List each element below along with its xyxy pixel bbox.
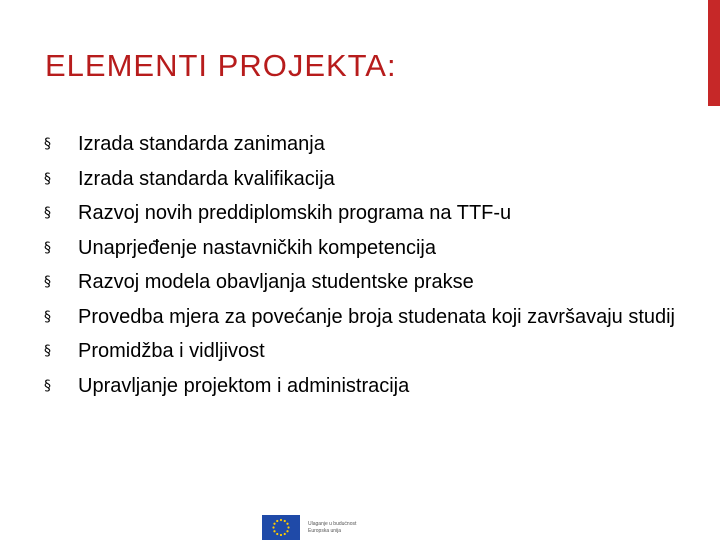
bullet-icon: § — [44, 239, 51, 256]
bullet-text: Upravljanje projektom i administracija — [78, 374, 410, 397]
bullet-icon: § — [44, 377, 51, 394]
eu-caption-line: Ulaganje u budućnost — [308, 520, 357, 527]
bullet-text: Izrada standarda kvalifikacija — [78, 167, 335, 190]
bullet-text: Razvoj modela obavljanja studentske prakse — [78, 271, 474, 293]
bullet-list — [44, 134, 684, 410]
bullet-icon: § — [44, 308, 51, 325]
bullet-text: Razvoj novih preddiplomskih programa na TTF-u — [78, 202, 512, 224]
eu-star — [280, 519, 282, 521]
bullet-text: Unaprjeđenje nastavničkih kompetencija — [78, 236, 436, 259]
eu-star — [273, 523, 275, 525]
eu-caption-line: Europska unija — [308, 527, 342, 534]
list-item — [44, 341, 684, 362]
list-item — [44, 169, 684, 190]
list-item — [44, 307, 684, 328]
list-item — [44, 134, 684, 155]
eu-star — [276, 533, 278, 535]
bullet-icon: § — [44, 343, 51, 359]
eu-flag-icon — [262, 515, 300, 540]
list-item — [44, 203, 684, 224]
bullet-icon: § — [44, 170, 51, 187]
bullet-text: Provedba mjera za povećanje broja studenata koji završavaju studij — [78, 305, 676, 328]
list-item — [44, 238, 684, 259]
eu-logo — [262, 515, 356, 540]
bullet-icon: § — [44, 205, 51, 221]
list-item — [44, 376, 684, 397]
eu-flag-background — [262, 515, 300, 540]
eu-star — [287, 526, 289, 528]
bullet-icon: § — [44, 136, 51, 152]
eu-star — [284, 533, 286, 535]
eu-star — [286, 530, 288, 532]
eu-star — [286, 523, 288, 525]
bullet-text: Promidžba i vidljivost — [78, 340, 265, 362]
eu-star — [273, 530, 275, 532]
eu-star — [284, 520, 286, 522]
list-item — [44, 272, 684, 293]
eu-star — [272, 526, 274, 528]
bullet-text: Izrada standarda zanimanja — [78, 133, 325, 155]
bullet-icon: § — [44, 274, 51, 290]
eu-star — [280, 534, 282, 536]
accent-bar — [708, 0, 720, 106]
eu-caption — [308, 521, 356, 535]
slide-title: ELEMENTI PROJEKTA: — [45, 48, 397, 83]
eu-star — [276, 520, 278, 522]
